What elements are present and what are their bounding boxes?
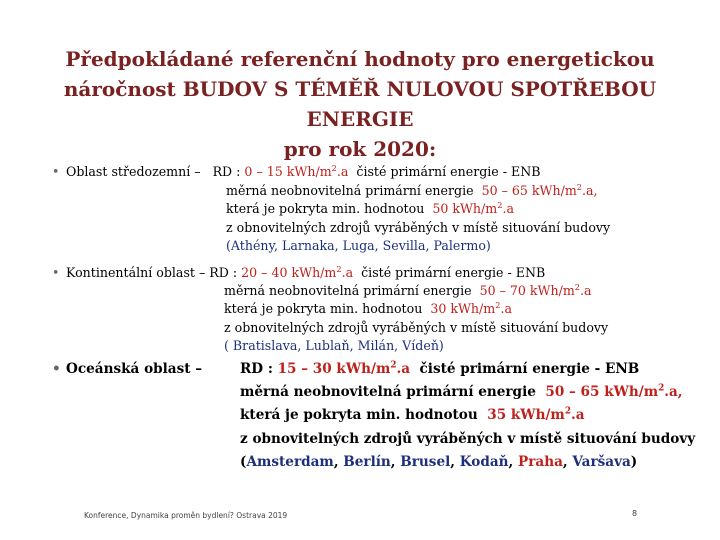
city-kodan: Kodaň <box>459 453 509 470</box>
section-continental <box>52 264 704 355</box>
primary-energy-text: čisté primární energie - ENB <box>419 361 640 377</box>
section-header-line <box>52 358 704 381</box>
cities-line: ( Bratislava, Lublaň, Milán, Vídeň) <box>224 337 444 353</box>
nonrenew-line: měrná neobnovitelná primární energie 50 – 65 kWh/$m^2.a$, <box>240 383 683 401</box>
nonrenew-value: 50 – 65 kWh/$m^2.a$, <box>481 181 598 198</box>
region-label: Oceánská oblast – <box>66 361 203 377</box>
primary-energy-text: čisté primární energie - ENB <box>356 164 541 179</box>
covered-line: která je pokryta min. hodnotou 50 kWh/$m^2.a$ <box>226 200 514 217</box>
rd-prefix: RD : <box>240 361 278 377</box>
page-number: 8 <box>632 509 638 518</box>
rd-range: 0 – 15 kWh/$m^2.a$ <box>244 162 349 179</box>
section-oceanic <box>52 358 704 474</box>
primary-energy-text: čisté primární energie - ENB <box>361 265 546 280</box>
region-label: Kontinentální oblast – <box>66 265 206 280</box>
region-label: Oblast středozemní – <box>66 164 201 179</box>
section-mediterranean <box>52 163 704 256</box>
title-line-3: pro rok 2020: <box>283 137 437 161</box>
nonrenew-value: 50 – 65 kWh/$m^2.a$, <box>545 383 683 401</box>
bullet-icon: • <box>52 164 60 179</box>
city-praha: Praha <box>518 453 563 470</box>
covered-line: která je pokryta min. hodnotou 35 kWh/$m^2.a$ <box>240 406 585 424</box>
title-line-2: náročnost BUDOV S TÉMĚŘ NULOVOU SPOTŘEBOU ENERGIE <box>63 77 657 131</box>
city-brusel: Brusel <box>400 453 451 470</box>
rd-range: 15 – 30 kWh/$m^2.a$ <box>277 360 411 377</box>
cities-line: (Amsterdam, Berlín, Brusel, Kodaň, Praha, Varšava) <box>240 453 638 470</box>
covered-value: 30 kWh/$m^2.a$ <box>430 300 512 317</box>
title-line-1: Předpokládané referenční hodnoty pro energetickou <box>65 47 655 71</box>
slide-title <box>10 44 710 164</box>
nonrenew-value: 50 – 70 kWh/$m^2.a$ <box>479 282 592 299</box>
covered-value: 50 kWh/$m^2.a$ <box>432 200 514 217</box>
city-amsterdam: Amsterdam <box>246 453 334 470</box>
covered-line: která je pokryta min. hodnotou 30 kWh/$m^2.a$ <box>224 300 512 317</box>
rd-range: 20 – 40 kWh/$m^2.a$ <box>241 263 354 280</box>
covered-value: 35 kWh/$m^2.a$ <box>487 406 585 424</box>
footer-text: Konference, Dynamika proměn bydlení? Ostrava 2019 <box>84 511 288 520</box>
renewable-line: z obnovitelných zdrojů vyráběných v místě situování budovy <box>224 319 609 335</box>
renewable-line: z obnovitelných zdrojů vyráběných v místě situování budovy <box>226 219 611 235</box>
renewable-line: z obnovitelných zdrojů vyráběných v místě situování budovy <box>240 430 696 447</box>
section-header-line <box>52 163 704 182</box>
bullet-icon: • <box>52 265 60 280</box>
cities-line: (Athény, Larnaka, Luga, Sevilla, Palermo) <box>226 238 491 254</box>
city-varsava: Varšava <box>572 453 631 470</box>
bullet-icon: • <box>52 361 61 377</box>
nonrenew-line: měrná neobnovitelná primární energie 50 – 70 kWh/$m^2.a$ <box>224 282 592 299</box>
nonrenew-line: měrná neobnovitelná primární energie 50 – 65 kWh/$m^2.a$, <box>226 181 598 198</box>
city-berlin: Berlín <box>343 453 391 470</box>
rd-prefix: RD : <box>209 265 242 280</box>
section-header-line <box>52 264 704 282</box>
rd-prefix: RD : <box>212 164 245 179</box>
